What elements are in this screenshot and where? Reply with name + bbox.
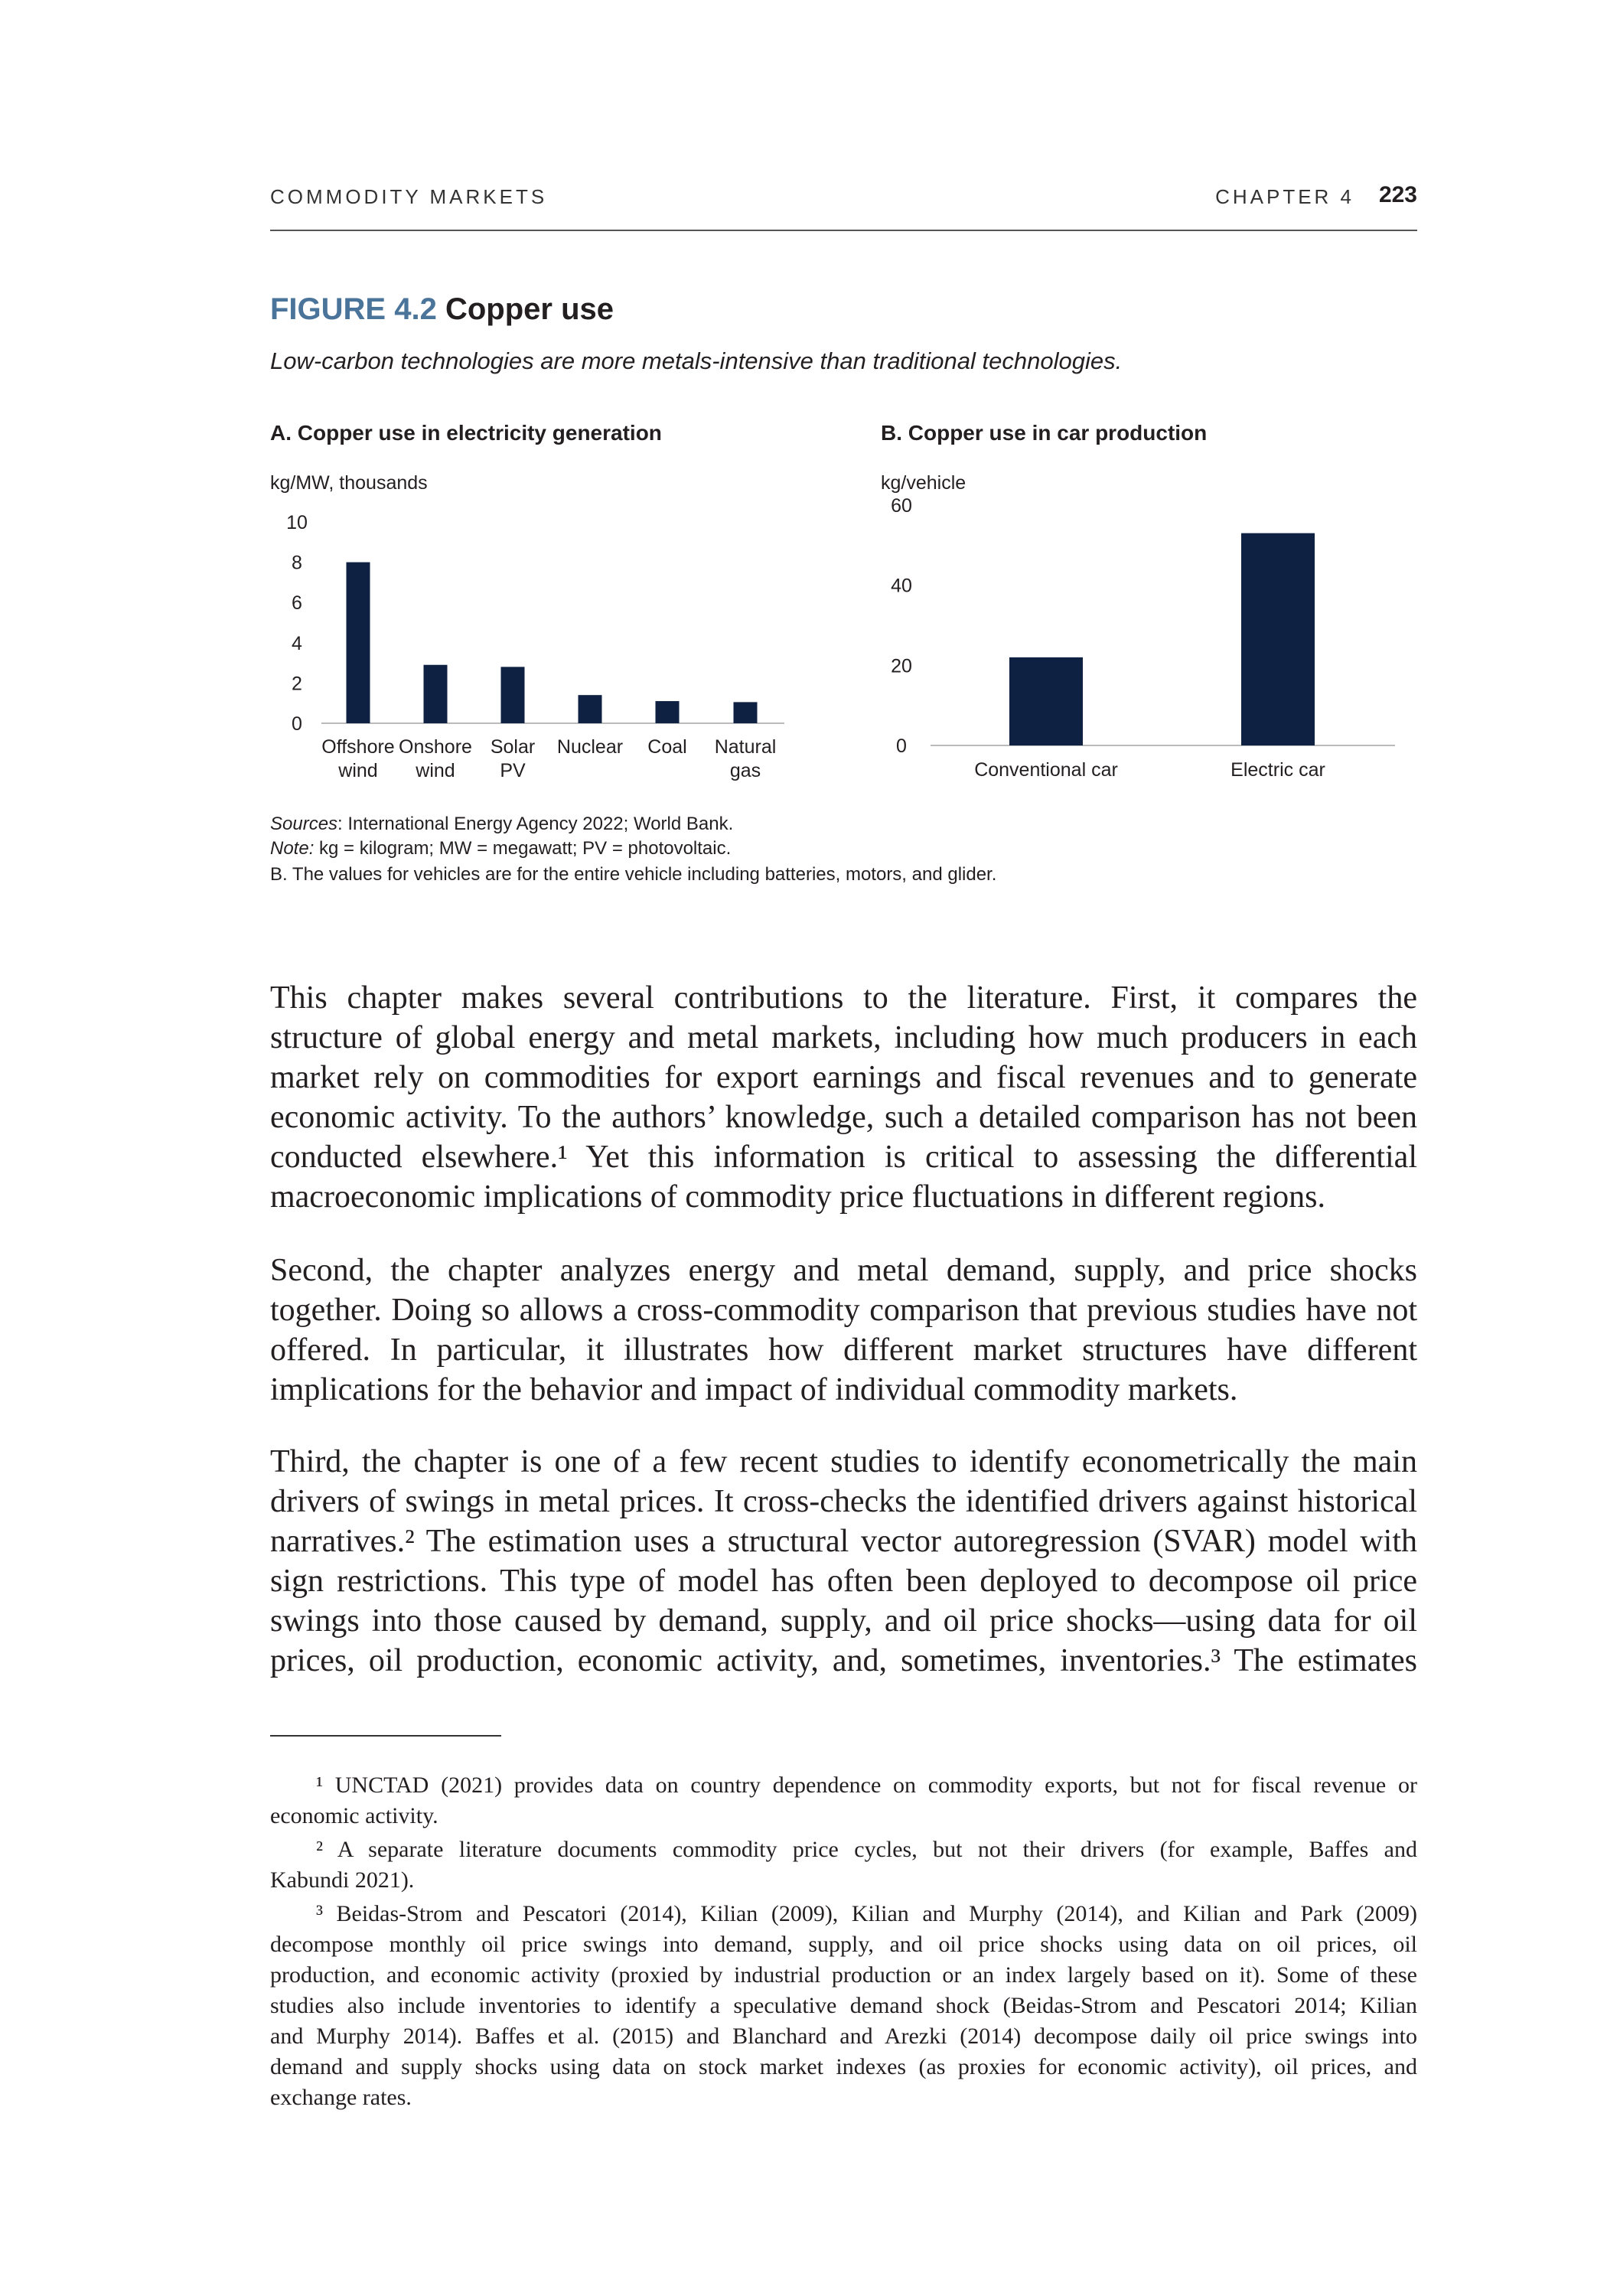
footnote-line: studies also include inventories to identify a speculative demand shock (Beidas-Strom and Pescatori 2014; Kilian [270,1993,1417,2018]
footnote-line: and Murphy 2014). Baffes et al. (2015) and Blanchard and Arezki (2014) decompose daily oil price swings into [270,2024,1417,2049]
text-line: economic activity. To the authors’ knowledge, such a detailed comparison has not been [270,1100,1417,1135]
footnote-line: exchange rates. [270,2085,412,2110]
x-tick-label: wind [416,760,455,781]
text-line: conducted elsewhere.¹ Yet this information is critical to assessing the differential [270,1140,1417,1175]
text-line: together. Doing so allows a cross-commodity comparison that previous studies have not [270,1293,1417,1328]
x-tick-label: Conventional car [974,759,1118,781]
figure-sources [270,814,733,835]
y-tick-label: 6 [292,592,302,615]
running-title: COMMODITY MARKETS [270,185,548,208]
x-tick-label: Natural [714,736,777,758]
text-line: market rely on commodities for export earnings and fiscal revenues and to generate [270,1060,1417,1095]
panel-a-title: A. Copper use in electricity generation [270,421,662,445]
x-tick-label: Solar [490,736,536,758]
text-line: Third, the chapter is one of a few recent studies to identify econometrically the main [270,1444,1417,1479]
sources-text: : International Energy Agency 2022; World Bank. [337,814,734,834]
footnote-line: economic activity. [270,1803,438,1828]
y-tick-label: 4 [292,632,302,654]
y-tick-label: 0 [292,713,302,735]
y-tick-label: 20 [891,655,912,677]
text-line: implications for the behavior and impact of individual commodity markets. [270,1372,1238,1407]
note-label: Note: [270,838,315,859]
panel-b-title: B. Copper use in car production [881,421,1208,445]
text-line: prices, oil production, economic activity, and, sometimes, inventories.³ The estimates [270,1643,1417,1678]
chart-b-copper-cars [0,0,1607,811]
figure-name: Copper use [445,292,614,326]
y-tick-label: 40 [891,575,912,597]
text-line: structure of global energy and metal markets, including how much producers in each [270,1020,1417,1055]
footnote-line: ¹ UNCTAD (2021) provides data on country dependence on commodity exports, but not for fiscal revenue or [316,1773,1417,1798]
footnote-rule [270,1735,501,1737]
y-tick-label: 10 [286,512,308,533]
footnote-line: demand and supply shocks using data on stock market indexes (as proxies for economic activity), oil prices, and [270,2054,1417,2079]
footnote-line: ³ Beidas-Strom and Pescatori (2014), Kilian (2009), Kilian and Murphy (2014), and Kilian and Park (2009) [316,1901,1417,1926]
y-tick-label: 0 [896,735,907,757]
text-line: This chapter makes several contributions to the literature. First, it compares the [270,980,1417,1016]
page-number: 223 [1378,182,1417,207]
bar [1009,657,1083,745]
footnote-line: Kabundi 2021). [270,1867,415,1893]
note-text: kg = kilogram; MW = megawatt; PV = photovoltaic. [314,838,732,859]
footnote [270,1770,1417,1831]
footnote [270,1899,1417,2113]
panel-b-unit: kg/vehicle [881,472,966,494]
chapter-label: CHAPTER 4 [1215,185,1354,208]
y-tick-label: 60 [891,495,912,517]
text-line: offered. In particular, it illustrates how different market structures have different [270,1332,1417,1368]
bar [1241,533,1315,745]
figure-subtitle: Low-carbon technologies are more metals-intensive than traditional technologies. [270,347,1123,374]
sources-label: Sources [270,814,338,834]
text-line: macroeconomic implications of commodity price fluctuations in different regions. [270,1179,1326,1215]
body-paragraph [270,1251,1417,1410]
x-tick-label: Nuclear [556,736,624,758]
text-line: sign restrictions. This type of model has often been deployed to decompose oil price [270,1564,1417,1599]
text-line: Second, the chapter analyzes energy and metal demand, supply, and price shocks [270,1253,1417,1288]
x-tick-label: PV [500,760,526,781]
figure-label: FIGURE 4.2 [270,292,437,326]
footnote-line: decompose monthly oil price swings into demand, supply, and oil price shocks using data on oil prices, oil [270,1932,1417,1957]
text-line: swings into those caused by demand, supply, and oil price shocks—using data for oil [270,1603,1417,1639]
panel-a-unit: kg/MW, thousands [270,472,428,494]
body-paragraph [270,1442,1417,1681]
figure-note-b: B. The values for vehicles are for the entire vehicle including batteries, motors, and glider. [270,864,997,885]
footnote-line: ² A separate literature documents commodity price cycles, but not their drivers (for example, Baffes and [316,1837,1417,1862]
x-tick-label: wind [338,760,378,781]
y-tick-label: 8 [292,552,302,574]
x-tick-label: Coal [647,736,687,758]
footnote-line: production, and economic activity (proxied by industrial production or an index largely based on it). Some of these [270,1962,1417,1988]
body-paragraph [270,978,1417,1217]
text-line: narratives.² The estimation uses a structural vector autoregression (SVAR) model with [270,1524,1417,1559]
x-tick-label: Onshore [399,736,472,758]
y-tick-label: 2 [292,673,302,695]
figure-note [270,838,731,859]
x-tick-label: gas [729,760,761,781]
text-line: drivers of swings in metal prices. It cross-checks the identified drivers against historical [270,1484,1417,1519]
x-tick-label: Offshore [321,736,395,758]
x-tick-label: Electric car [1231,759,1325,781]
footnote [270,1835,1417,1896]
